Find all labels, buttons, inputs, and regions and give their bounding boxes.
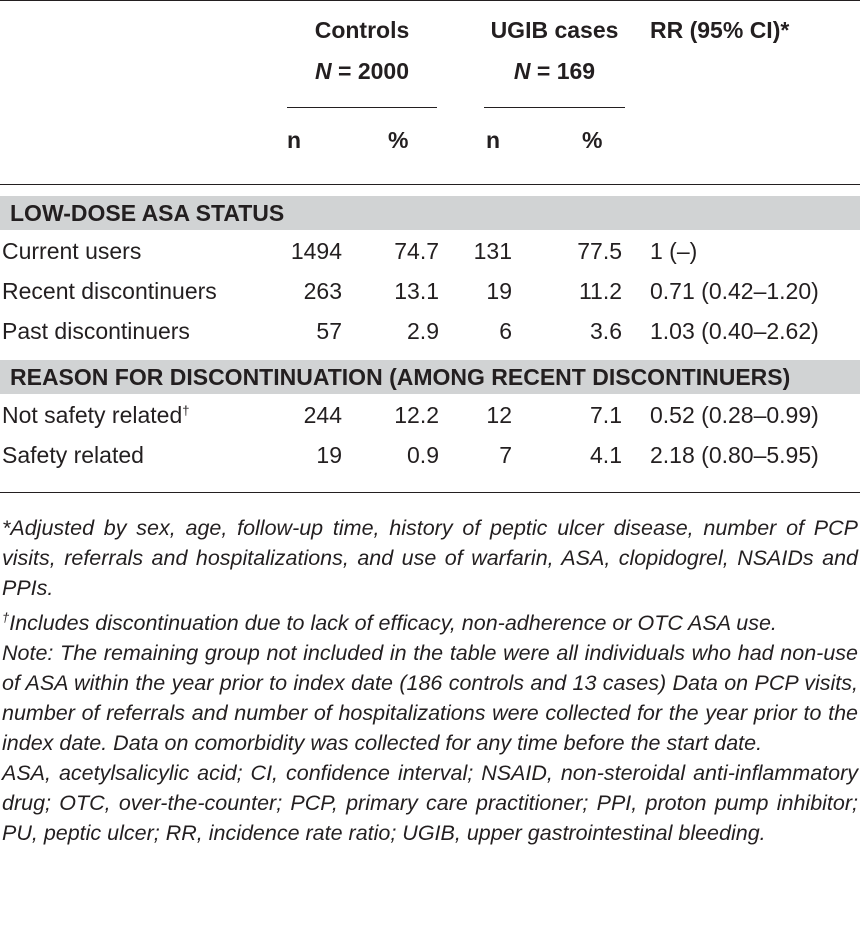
controls-n-cell: 19 [316, 442, 342, 468]
controls-pct-cell: 74.7 [394, 238, 439, 264]
rr-cell: 2.18 (0.80–5.95) [650, 442, 819, 468]
cases-n-value: = 169 [530, 58, 596, 84]
cases-pct-cell: 4.1 [590, 442, 622, 468]
controls-n-cell: 244 [303, 402, 342, 428]
controls-pct-cell: 12.2 [394, 402, 439, 428]
cases-n-cell: 19 [486, 278, 512, 304]
footnote-adjusted: *Adjusted by sex, age, follow-up time, history of peptic ulcer disease, number of PCP visits, referrals and hospitalizations, and use of warfarin, ASA, clopidogrel, NSAIDs and PPIs. [2, 516, 858, 600]
rr-header: RR (95% CI)* [650, 17, 790, 43]
cases-pct-subheader: % [582, 127, 603, 153]
cases-label: UGIB cases [490, 17, 619, 43]
section-band-asa-status [0, 196, 860, 230]
controls-n-header [287, 58, 437, 85]
cases-pct-cell: 3.6 [590, 318, 622, 344]
section-title: LOW-DOSE ASA STATUS [10, 200, 285, 226]
controls-n-cell: 1494 [290, 238, 342, 264]
controls-n-symbol: N [314, 58, 332, 84]
rr-cell: 1 (–) [650, 238, 698, 264]
table-top-rule [0, 0, 860, 1]
table-footnotes [2, 513, 858, 848]
dagger-symbol: † [2, 610, 10, 625]
cases-n-cell: 7 [499, 442, 512, 468]
controls-label: Controls [314, 17, 410, 43]
controls-n-subheader: n [287, 127, 302, 153]
cases-n-header [484, 58, 625, 85]
row-label: Recent discontinuers [2, 278, 217, 304]
row-label-text: Not safety related [2, 402, 183, 428]
footnote-dagger [2, 603, 858, 638]
row-label: Current users [2, 238, 142, 264]
controls-pct-cell: 2.9 [407, 318, 439, 344]
cases-n-symbol: N [513, 58, 531, 84]
controls-pct-cell: 0.9 [407, 442, 439, 468]
dagger-mark: † [182, 403, 190, 418]
row-label: Safety related [2, 442, 144, 468]
controls-n-value: = 2000 [331, 58, 409, 84]
cases-n-cell: 6 [499, 318, 512, 344]
row-label [2, 402, 190, 429]
section-title: REASON FOR DISCONTINUATION (AMONG RECENT DISCONTINUERS) [10, 364, 791, 390]
controls-n-cell: 263 [303, 278, 342, 304]
section-band-reason [0, 360, 860, 394]
controls-n-cell: 57 [316, 318, 342, 344]
cases-pct-cell: 7.1 [590, 402, 622, 428]
cases-pct-cell: 77.5 [577, 238, 622, 264]
cases-header [484, 17, 625, 44]
cases-n-cell: 131 [473, 238, 512, 264]
controls-header [287, 17, 437, 44]
footnote-dagger-text: Includes discontinuation due to lack of efficacy, non-adherence or OTC ASA use. [9, 611, 777, 635]
row-label: Past discontinuers [2, 318, 190, 344]
rr-cell: 0.52 (0.28–0.99) [650, 402, 819, 428]
table-bottom-rule [0, 492, 860, 493]
controls-underline [287, 107, 437, 108]
controls-pct-cell: 13.1 [394, 278, 439, 304]
rr-cell: 1.03 (0.40–2.62) [650, 318, 819, 344]
cases-pct-cell: 11.2 [578, 278, 622, 304]
cases-n-cell: 12 [486, 402, 512, 428]
header-bottom-rule [0, 184, 860, 185]
cases-n-subheader: n [486, 127, 501, 153]
rr-cell: 0.71 (0.42–1.20) [650, 278, 819, 304]
cases-underline [484, 107, 625, 108]
controls-pct-subheader: % [388, 127, 409, 153]
footnote-abbreviations: ASA, acetylsalicylic acid; CI, confidence interval; NSAID, non-steroidal anti-inflammatory drug; OTC, over-the-counter; PCP, primary care practitioner; PPI, proton pump inhibitor; PU, peptic ulcer; RR, incidence rate ratio; UGIB, upper gastrointestinal bleeding. [2, 761, 858, 845]
footnote-note: Note: The remaining group not included in the table were all individuals who had non-use of ASA within the year prior to index date (186 controls and 13 cases) Data on PCP visits, number of referrals and number of hospitalizations were collected for the year prior to the index date. Data on comorbidity was collected for any time before the start date. [2, 641, 858, 755]
